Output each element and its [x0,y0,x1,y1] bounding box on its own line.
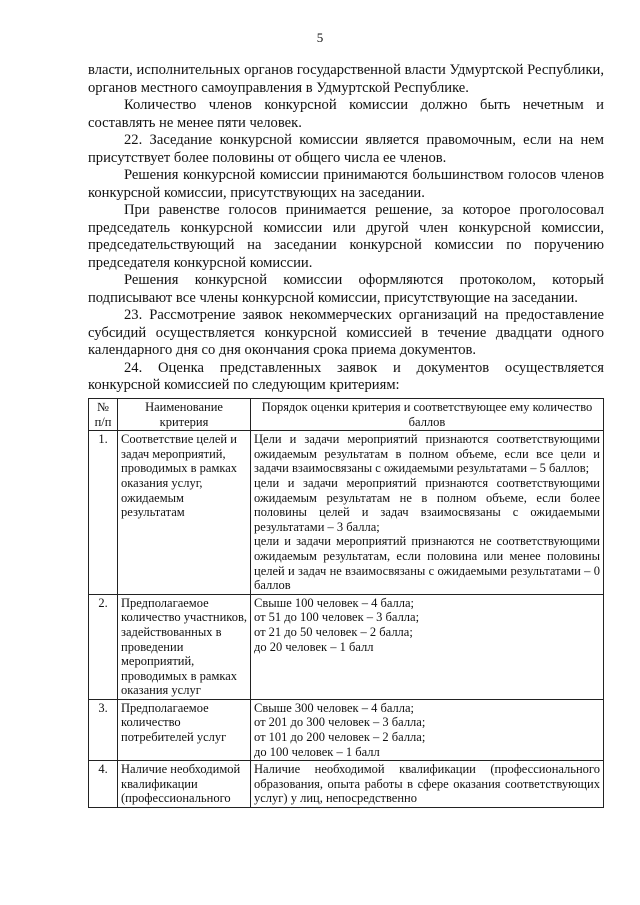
row-number: 2. [89,594,118,699]
table-row [89,699,604,760]
paragraph: Количество членов конкурсной комиссии должно быть нечетным и составлять не менее пяти человек. [88,97,604,131]
table-row [89,594,604,699]
page-number: 5 [316,30,324,45]
header-name: Наименование критерия [118,399,251,431]
score-line: Наличие необходимой квалификации (профессионального образования, опыта работы в сфере оказания соответствующих услуг) у лиц, непосредственно [254,762,600,806]
score-line: Свыше 300 человек – 4 балла; [254,700,414,715]
score-line: до 100 человек – 1 балл [254,744,380,759]
table-row [89,761,604,808]
paragraph: Решения конкурсной комиссии оформляются протоколом, который подписывают все члены конкурсной комиссии, присутствующие на заседании. [88,272,604,306]
criterion-name: Наличие необходимой квалификации (профессионального [118,761,251,808]
criterion-scoring [251,594,604,699]
criterion-scoring [251,761,604,808]
row-number: 4. [89,761,118,808]
score-line: от 21 до 50 человек – 2 балла; [254,624,413,639]
criterion-scoring [251,431,604,595]
paragraph: Решения конкурсной комиссии принимаются большинством голосов членов конкурсной комиссии, присутствующих на заседании. [88,167,604,201]
score-line: цели и задачи мероприятий признаются не соответствующими ожидаемым результатам, если половина или менее половины целей и задач не взаимосвязаны с ожидаемыми результатами – 0 баллов [254,534,600,593]
score-line: от 51 до 100 человек – 3 балла; [254,610,420,625]
row-number: 3. [89,699,118,760]
paragraph: 22. Заседание конкурсной комиссии является правомочным, если на нем присутствует более половины от общего числа ее членов. [88,132,604,166]
score-line: цели и задачи мероприятий признаются соответствующими ожидаемым результатам не в полном объеме, если более половины целей и задач взаимосвязаны с ожидаемыми результатами – 3 балла; [254,475,600,534]
criteria-table [88,398,604,808]
header-num: № п/п [89,399,118,431]
paragraph: При равенстве голосов принимается решение, за которое проголосовал председатель конкурсной комиссии или другой член конкурсной комиссии, председательствующий на заседании конкурсной комиссии по поручению председателя конкурсной комиссии. [88,202,604,271]
criterion-scoring [251,699,604,760]
paragraph: 24. Оценка представленных заявок и документов осуществляется конкурсной комиссией по следующим критериям: [88,359,604,393]
paragraph: власти, исполнительных органов государственной власти Удмуртской Республики, органов местного самоуправления в Удмуртской Республике. [88,62,604,96]
criterion-name: Предполагаемое количество участников, задействованных в проведении мероприятий, проводимых в рамках оказания услуг [118,594,251,699]
score-line: Цели и задачи мероприятий признаются соответствующими ожидаемым результатам в полном объеме, если все цели и задачи взаимосвязаны с ожидаемыми результатами – 5 баллов; [254,432,600,476]
score-line: Свыше 100 человек – 4 балла; [254,595,414,610]
body-text [88,62,604,395]
table-row [89,431,604,595]
header-order: Порядок оценки критерия и соответствующее ему количество баллов [251,399,604,431]
score-line: от 201 до 300 человек – 3 балла; [254,715,426,730]
row-number: 1. [89,431,118,595]
score-line: от 101 до 200 человек – 2 балла; [254,730,426,745]
score-line: до 20 человек – 1 балл [254,639,374,654]
table-header-row [89,399,604,431]
paragraph: 23. Рассмотрение заявок некоммерческих организаций на предоставление субсидий осуществляется конкурсной комиссией в течение двадцати одного календарного дня со дня окончания срока приема документов. [88,307,604,358]
criterion-name: Соответствие целей и задач мероприятий, проводимых в рамках оказания услуг, ожидаемым результатам [118,431,251,595]
criterion-name: Предполагаемое количество потребителей услуг [118,699,251,760]
